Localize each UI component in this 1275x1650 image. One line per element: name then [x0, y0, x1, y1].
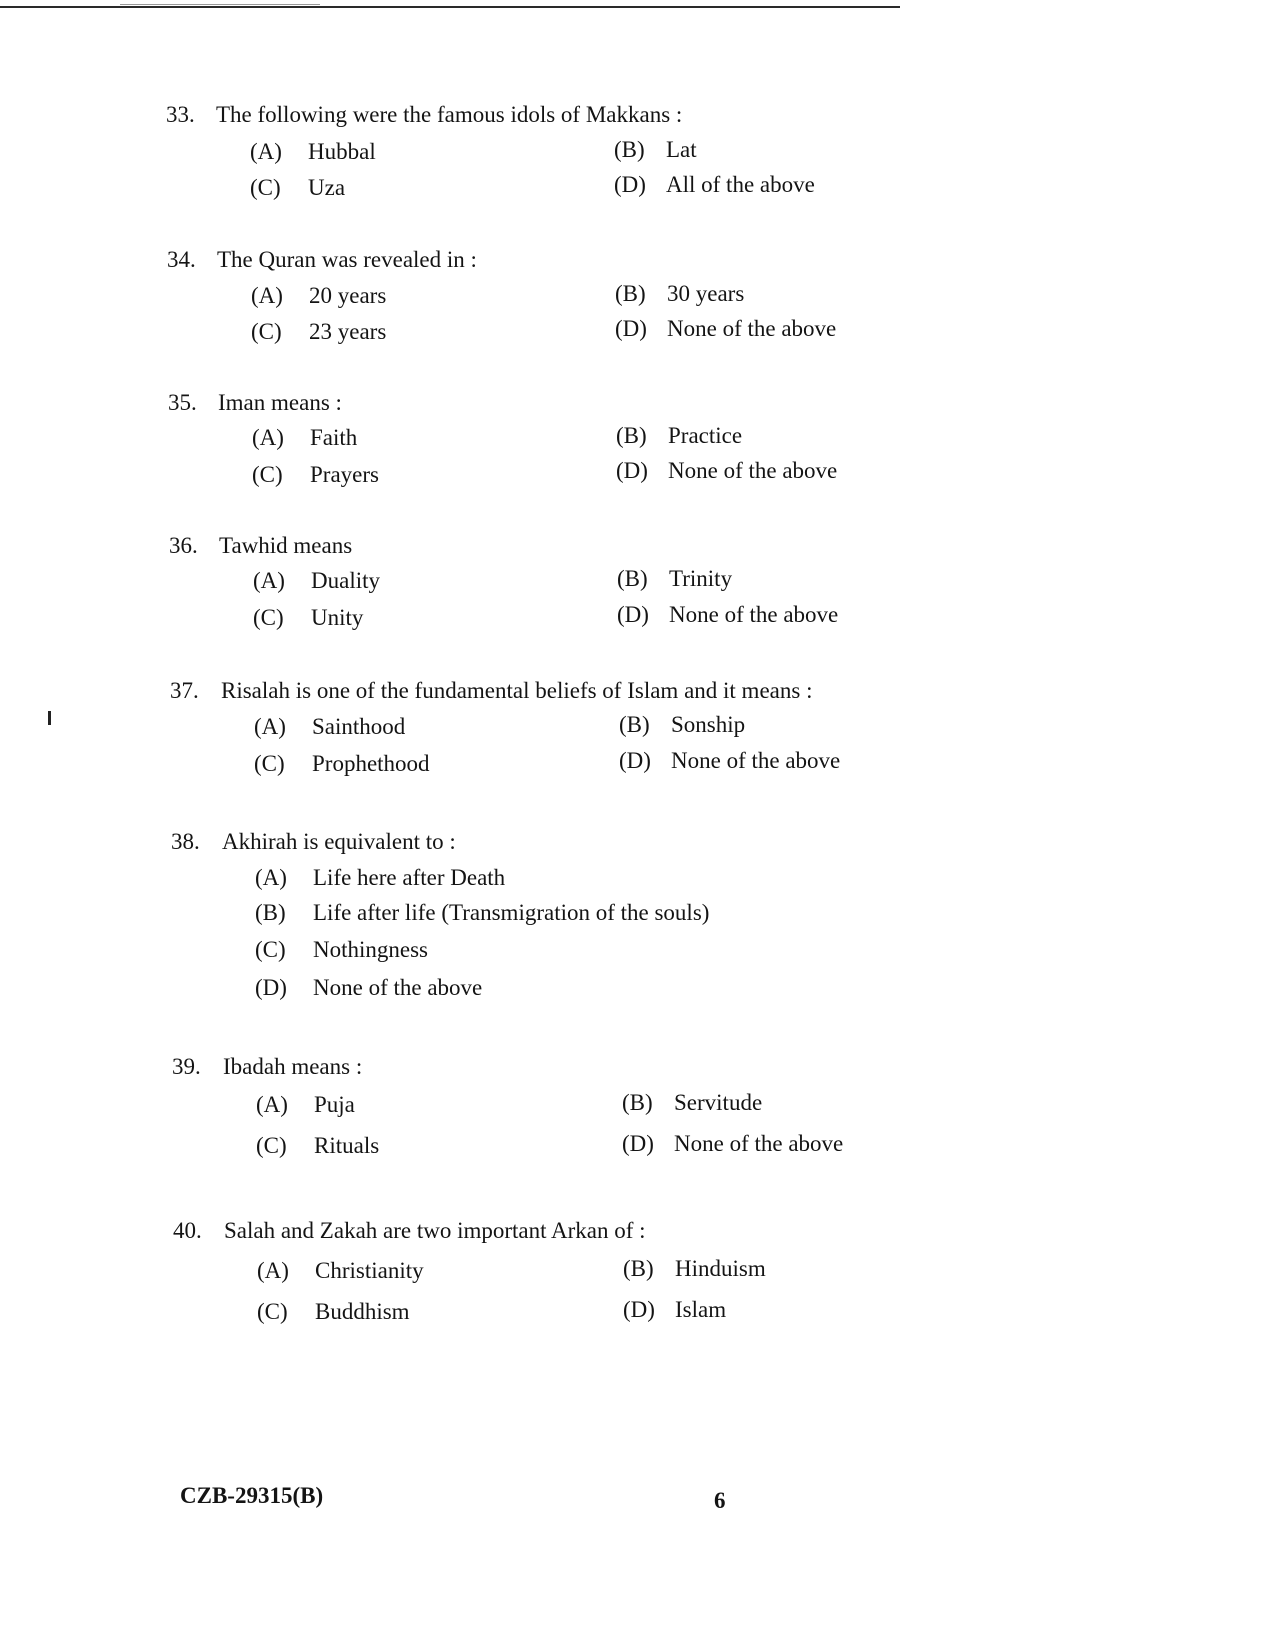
question-header — [166, 98, 926, 132]
option-text: Unity — [311, 605, 364, 630]
option-b — [255, 898, 709, 928]
option-b — [619, 710, 745, 740]
question-text: Akhirah is equivalent to : — [222, 829, 456, 854]
question-39 — [172, 1050, 932, 1158]
question-36 — [169, 529, 929, 630]
question-header — [172, 1050, 932, 1084]
option-text: 30 years — [667, 281, 745, 306]
option-text: All of the above — [666, 172, 815, 197]
option-letter: (D) — [623, 1297, 655, 1322]
question-number: 33. — [166, 102, 195, 127]
option-letter: (B) — [616, 423, 647, 448]
question-number: 34. — [167, 247, 196, 272]
option-b — [615, 279, 744, 309]
question-40 — [173, 1214, 933, 1324]
question-text: Risalah is one of the fundamental beliefs of Islam and it means : — [221, 678, 813, 703]
option-a — [253, 566, 380, 596]
question-number: 36. — [169, 533, 198, 558]
option-letter: (D) — [255, 975, 287, 1000]
option-letter: (B) — [614, 137, 645, 162]
option-letter: (C) — [252, 462, 283, 487]
question-number: 38. — [171, 829, 200, 854]
option-letter: (A) — [256, 1092, 288, 1117]
option-letter: (A) — [252, 425, 284, 450]
option-letter: (A) — [257, 1258, 289, 1283]
margin-mark — [48, 711, 51, 725]
option-letter: (C) — [254, 751, 285, 776]
option-c — [257, 1297, 410, 1327]
option-text: Buddhism — [315, 1299, 410, 1324]
option-letter: (D) — [617, 602, 649, 627]
option-letter: (D) — [619, 748, 651, 773]
option-letter: (C) — [251, 319, 282, 344]
option-letter: (B) — [617, 566, 648, 591]
option-d — [615, 314, 836, 344]
option-text: Trinity — [669, 566, 733, 591]
option-d — [619, 746, 840, 776]
option-a — [252, 423, 357, 453]
option-text: Rituals — [314, 1133, 380, 1158]
option-text: Servitude — [674, 1090, 763, 1115]
option-text: None of the above — [668, 458, 838, 483]
option-letter: (D) — [616, 458, 648, 483]
option-text: Hinduism — [675, 1256, 766, 1281]
option-letter: (A) — [253, 568, 285, 593]
option-c — [255, 935, 428, 965]
option-a — [257, 1256, 424, 1286]
question-34 — [167, 243, 927, 344]
question-header — [168, 386, 928, 420]
option-c — [254, 749, 430, 779]
option-letter: (B) — [622, 1090, 653, 1115]
option-letter: (B) — [615, 281, 646, 306]
question-header — [167, 243, 927, 277]
question-text: The Quran was revealed in : — [217, 247, 477, 272]
option-text: Prophethood — [312, 751, 430, 776]
question-number: 40. — [173, 1218, 202, 1243]
option-letter: (D) — [622, 1131, 654, 1156]
option-text: Duality — [311, 568, 380, 593]
question-number: 39. — [172, 1054, 201, 1079]
option-letter: (D) — [615, 316, 647, 341]
option-letter: (A) — [250, 139, 282, 164]
page-number: 6 — [714, 1488, 726, 1513]
question-text: The following were the famous idols of Makkans : — [216, 102, 683, 127]
option-text: Prayers — [310, 462, 379, 487]
option-d — [617, 600, 838, 630]
option-text: Christianity — [315, 1258, 424, 1283]
option-a — [255, 863, 505, 893]
option-text: Hubbal — [308, 139, 376, 164]
question-text: Iman means : — [218, 390, 342, 415]
option-text: None of the above — [674, 1131, 844, 1156]
top-rule-thin — [120, 4, 320, 5]
option-letter: (C) — [250, 175, 281, 200]
option-text: None of the above — [667, 316, 837, 341]
option-text: Sonship — [671, 712, 746, 737]
option-text: None of the above — [671, 748, 841, 773]
option-a — [254, 712, 405, 742]
question-text: Tawhid means — [219, 533, 353, 558]
question-38 — [171, 825, 931, 1000]
option-letter: (C) — [257, 1299, 288, 1324]
option-a — [251, 281, 386, 311]
option-b — [614, 135, 697, 165]
option-d — [622, 1129, 843, 1159]
option-letter: (C) — [256, 1133, 287, 1158]
option-text: Lat — [666, 137, 697, 162]
question-header — [170, 674, 930, 708]
option-text: Uza — [308, 175, 346, 200]
option-d — [616, 456, 837, 486]
option-text: None of the above — [313, 975, 483, 1000]
option-a — [250, 137, 376, 167]
option-b — [623, 1254, 766, 1284]
option-text: Puja — [314, 1092, 355, 1117]
option-letter: (C) — [253, 605, 284, 630]
option-text: Life after life (Transmigration of the souls) — [313, 900, 710, 925]
option-text: None of the above — [669, 602, 839, 627]
option-letter: (D) — [614, 172, 646, 197]
question-header — [169, 529, 929, 563]
option-c — [250, 173, 345, 203]
option-text: 23 years — [309, 319, 387, 344]
question-35 — [168, 386, 928, 487]
option-text: Islam — [675, 1297, 727, 1322]
option-c — [256, 1131, 379, 1161]
option-d — [614, 170, 815, 200]
option-b — [622, 1088, 762, 1118]
option-text: Nothingness — [313, 937, 428, 962]
option-c — [253, 603, 363, 633]
paper-code: CZB-29315(B) — [180, 1483, 324, 1508]
top-rule — [0, 6, 900, 8]
option-letter: (B) — [623, 1256, 654, 1281]
option-b — [616, 421, 742, 451]
option-letter: (A) — [254, 714, 286, 739]
question-text: Salah and Zakah are two important Arkan of : — [224, 1218, 646, 1243]
question-number: 37. — [170, 678, 199, 703]
question-header — [171, 825, 931, 859]
option-b — [617, 564, 732, 594]
question-text: Ibadah means : — [223, 1054, 363, 1079]
option-letter: (A) — [255, 865, 287, 890]
option-letter: (B) — [255, 900, 286, 925]
question-33 — [166, 98, 926, 200]
option-a — [256, 1090, 355, 1120]
option-letter: (A) — [251, 283, 283, 308]
option-c — [252, 460, 379, 490]
question-37 — [170, 674, 930, 776]
option-text: Practice — [668, 423, 743, 448]
option-d — [255, 973, 482, 1003]
option-text: Life here after Death — [313, 865, 506, 890]
option-letter: (C) — [255, 937, 286, 962]
option-d — [623, 1295, 726, 1325]
option-text: Sainthood — [312, 714, 406, 739]
option-letter: (B) — [619, 712, 650, 737]
question-number: 35. — [168, 390, 197, 415]
option-text: 20 years — [309, 283, 387, 308]
option-text: Faith — [310, 425, 358, 450]
question-header — [173, 1214, 933, 1248]
option-c — [251, 317, 386, 347]
